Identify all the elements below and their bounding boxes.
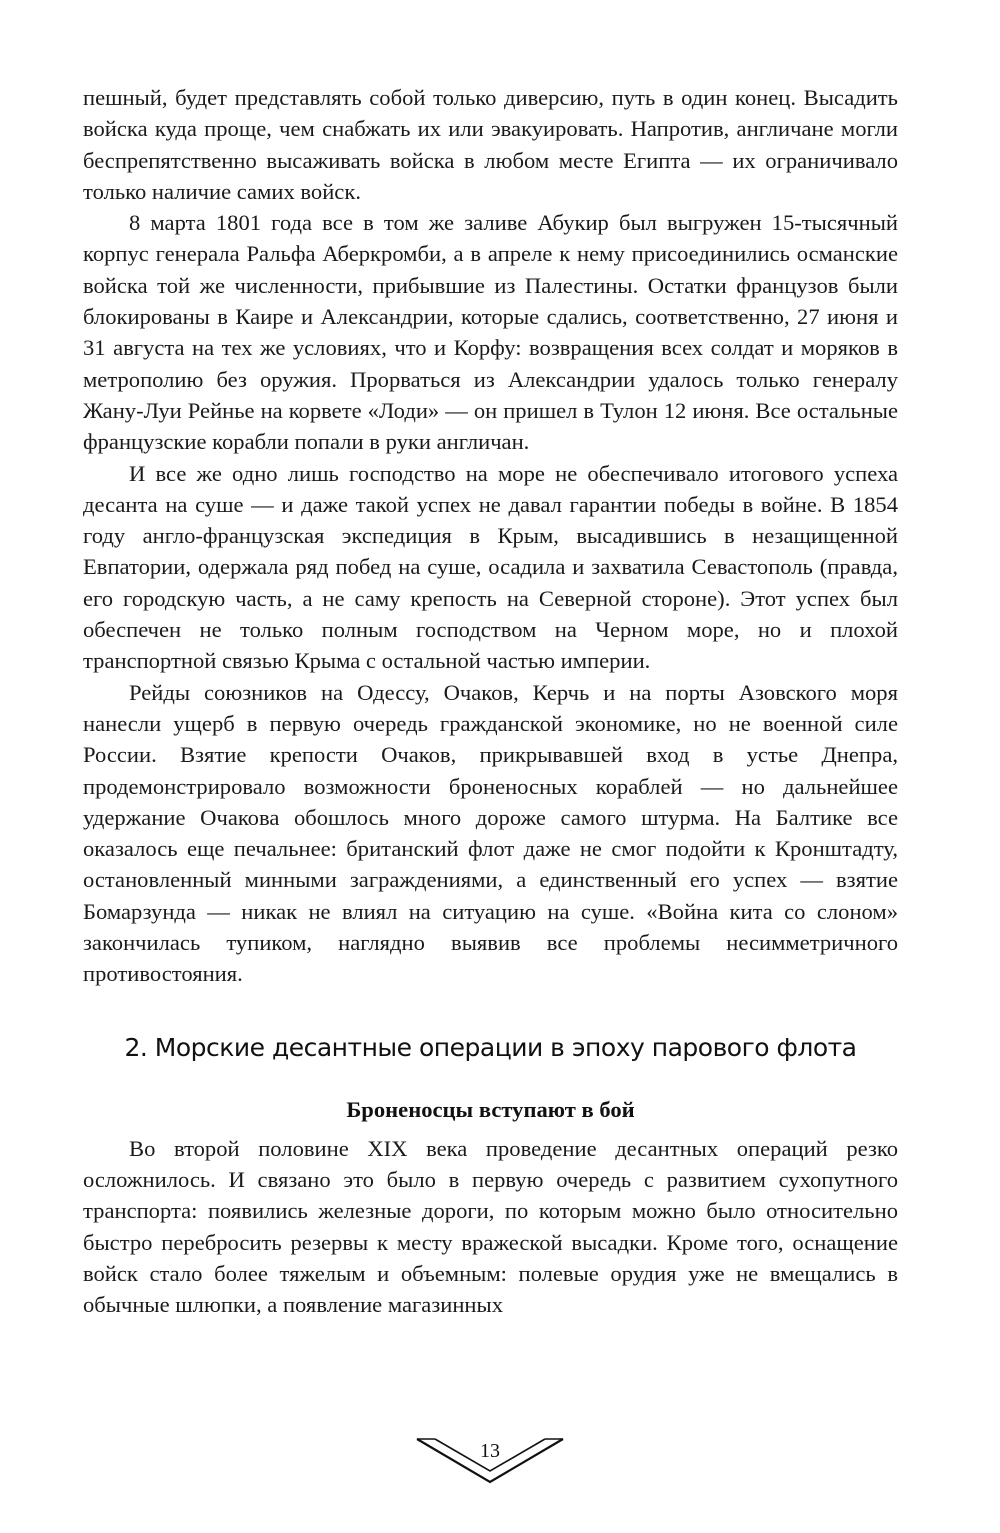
page-number: 13 <box>480 1440 500 1462</box>
section-heading: Броненосцы вступают в бой <box>346 1096 635 1122</box>
paragraph-3: И все же одно лишь господство на море не обеспечивало итогового успеха десанта на суше — и даже такой успех не давал гарантии победы в войне. В 1854 году англо-французская экспедиция в Крым, высадившись в незащищенной Евпатории, одержала ряд побед на суше, осадила и захватила Севастополь (правда, его городскую часть, а не саму крепость на Северной стороне). Этот успех был обеспечен не только полным господством на Черном море, но и плохой транспортной связью Крыма с остальной частью империи. <box>83 460 898 674</box>
paragraph-2: 8 марта 1801 года все в том же заливе Абукир был выгружен 15-тысячный корпус генерала Ральфа Аберкромби, а в апреле к нему присоединились османские войска той же численности, прибывшие из Палестины. Остатки французов были блокированы в Каире и Александрии, которые сдались, соответственно, 27 июня и 31 августа на тех же условиях, что и Корфу: возвращения всех солдат и моряков в метрополию без оружия. Прорваться из Александрии удалось только генералу Жану-Луи Рейнье на корвете «Лоди» — он пришел в Тулон 12 июня. Все остальные французские корабли попали в руки англичан. <box>83 210 898 455</box>
page-number-badge <box>415 1436 565 1486</box>
paragraph-1: пешный, будет представлять собой только диверсию, путь в один конец. Высадить войска куда проще, чем снабжать их или эвакуировать. Напротив, англичане могли беспрепятственно высаживать войска в любом месте Египта — их ограничивало только наличие самих войск. <box>83 85 898 204</box>
paragraph-4: Рейды союзников на Одессу, Очаков, Керчь и на порты Азовского моря нанесли ущерб в первую очередь гражданской экономике, но не военной силе России. Взятие крепости Очаков, прикрывавшей вход в устье Днепра, продемонстрировало возможности броненосных кораблей — но дальнейшее удержание Очакова обошлось много дороже самого штурма. На Балтике все оказалось еще печальнее: британский флот даже не смог подойти к Кронштадту, остановленный минными заграждениями, а единственный его успех — взятие Бомарзунда — никак не влиял на ситуацию на суше. «Война кита со слоном» закончилась тупиком, наглядно выявив все проблемы несимметричного противостояния. <box>83 679 898 987</box>
page-body <box>83 82 898 1320</box>
chapter-heading: 2. Морские десантные операции в эпоху парового флота <box>124 1032 857 1062</box>
paragraph-5: Во второй половине XIX века проведение десантных операций резко осложнилось. И связано это было в первую очередь с развитием сухопутного транспорта: появились железные дороги, по которым можно было относительно быстро перебросить резервы к месту вражеской высадки. Кроме того, оснащение войск стало более тяжелым и объемным: полевые орудия уже не вмещались в обычные шлюпки, а появление магазинных <box>83 1135 898 1318</box>
